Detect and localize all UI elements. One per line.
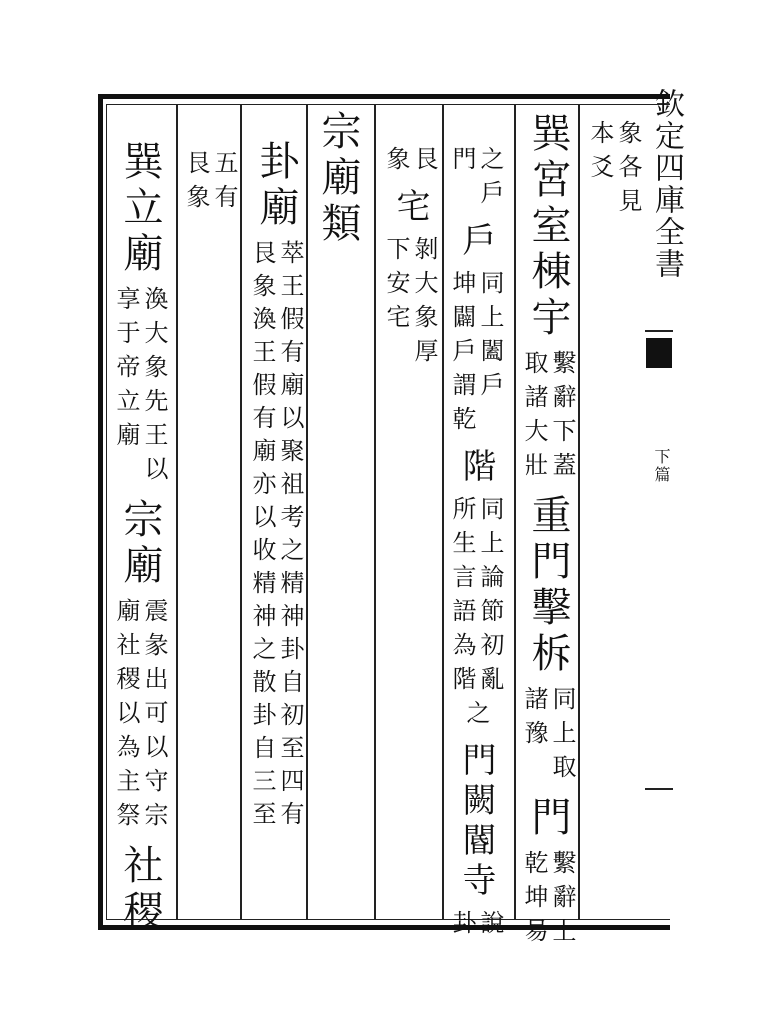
book-title: 欽定四庫全書 (649, 88, 684, 280)
annotation-left: 下安宅 (382, 236, 410, 338)
annotation-right: 同上取 (548, 686, 576, 788)
section-heading: 宗廟類 (315, 110, 361, 248)
fishtail-mark (646, 338, 672, 368)
column-rule (442, 104, 444, 920)
column-rule (578, 104, 580, 920)
main-text: 門 (525, 796, 571, 842)
text-column-4 (384, 146, 436, 372)
text-column-1 (588, 120, 640, 222)
column-rule (306, 104, 308, 920)
annotation-left: 廟社稷以為主祭 (112, 598, 140, 836)
main-text: 宅 (390, 188, 430, 228)
annotation-left: 所生言語為階 (448, 496, 476, 700)
annotation-left: 卦 (448, 910, 476, 944)
annotation-right: 說 (476, 910, 504, 944)
annotation-right: 繫辭下蓋 (548, 350, 576, 486)
text-column-5 (315, 110, 361, 248)
main-text: 階 (456, 448, 496, 488)
main-text: 巽宮室棟宇 (525, 112, 571, 342)
annotation-left: 象 (382, 146, 410, 180)
annotation-left: 艮象 (182, 150, 210, 218)
annotation-tail: 之 (462, 700, 490, 734)
annotation-left: 門 (448, 146, 476, 180)
main-text: 卦廟 (253, 140, 299, 232)
main-text: 巽立廟 (117, 140, 163, 278)
annotation-right: 剝大象厚 (410, 236, 438, 372)
column-rule (374, 104, 376, 920)
main-text: 戶 (456, 222, 496, 262)
annotation-right: 繫辭上 (548, 850, 576, 952)
divider (645, 788, 673, 790)
annotation-left: 坤闢戶謂乾 (448, 270, 476, 440)
main-text: 宗廟 (117, 498, 163, 590)
annotation-right: 同上闔戶 (476, 270, 504, 406)
column-rule (514, 104, 516, 920)
annotation-right: 同上論節初亂 (476, 496, 504, 700)
annotation-right: 象各見 (614, 120, 642, 222)
text-column-3 (450, 146, 502, 944)
section-label: 下篇 (652, 448, 671, 484)
text-column-2 (522, 112, 574, 952)
text-column-7 (184, 150, 236, 218)
annotation-left: 艮象渙王假有廟亦以收精神之散卦自三至 (248, 240, 276, 834)
annotation-right: 渙大象先王以 (140, 286, 168, 490)
text-column-6 (250, 140, 302, 834)
main-text: 社稷 (117, 844, 163, 936)
main-text: 重門擊柝 (525, 494, 571, 678)
annotation-left: 諸豫 (520, 686, 548, 754)
annotation-right: 震彖出可以守宗 (140, 598, 168, 836)
annotation-right: 之戶 (476, 146, 504, 214)
divider (645, 330, 673, 332)
column-rule (240, 104, 242, 920)
annotation-left: 乾坤易 (520, 850, 548, 952)
annotation-right: 五有 (210, 150, 238, 218)
annotation-right: 艮 (410, 146, 438, 180)
annotation-left: 享于帝立廟 (112, 286, 140, 456)
annotation-right: 萃王假有廟以聚祖考之精神卦自初至四有 (276, 240, 304, 834)
text-column-8 (114, 140, 166, 936)
annotation-left: 取諸大壯 (520, 350, 548, 486)
main-text: 門闕閽寺 (456, 742, 496, 902)
column-rule (176, 104, 178, 920)
annotation-left: 本爻 (586, 120, 614, 188)
